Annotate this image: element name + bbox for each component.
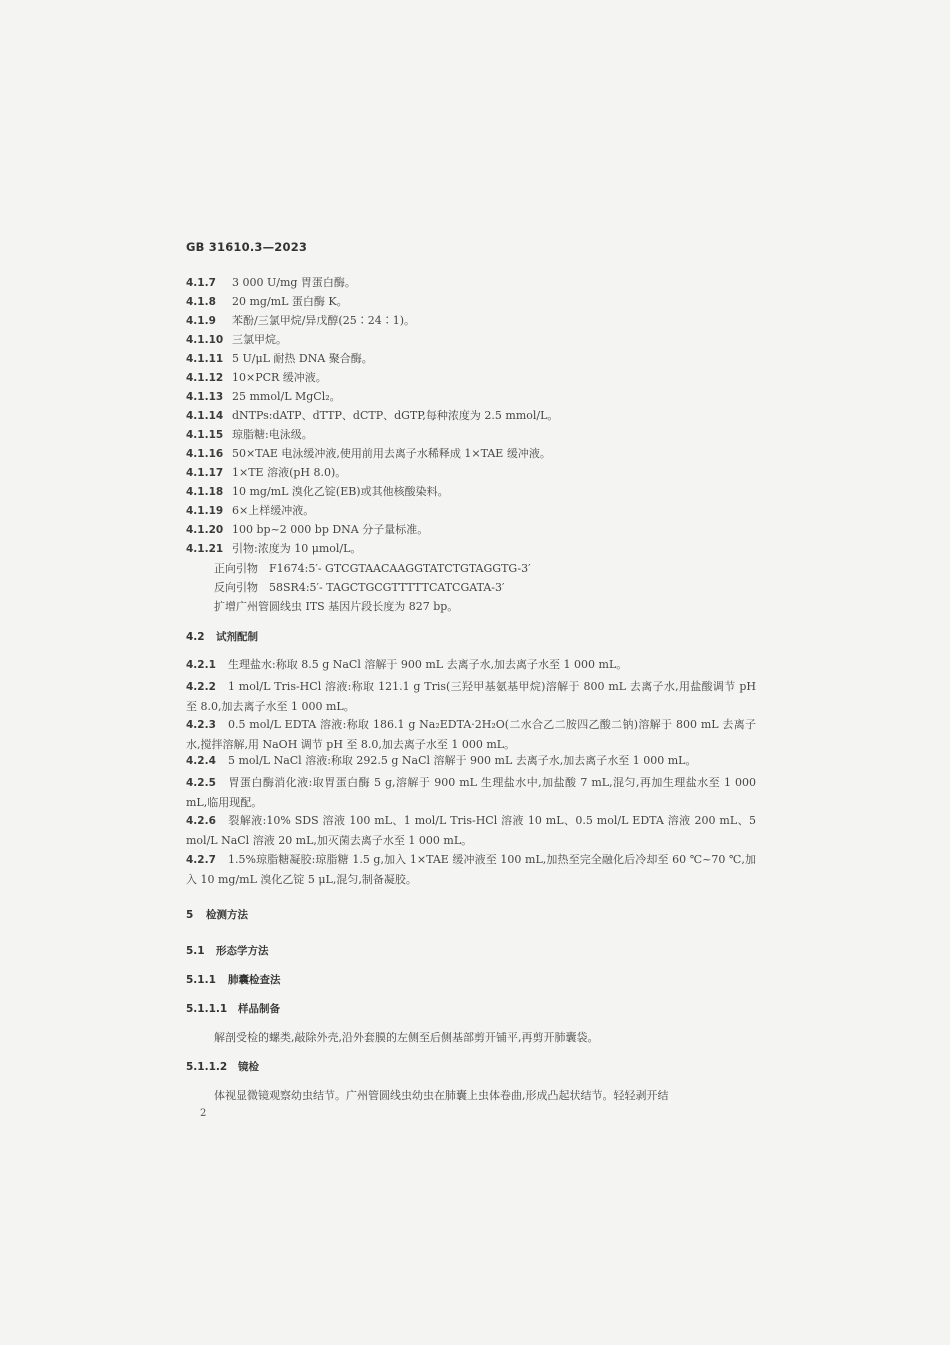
item-number: 4.1.11	[186, 353, 224, 365]
item-text: 琼脂糖:电泳级。	[232, 428, 313, 441]
section-heading-5-1-1	[186, 973, 281, 987]
list-item	[186, 276, 756, 290]
item-number: 4.2.1	[186, 659, 216, 671]
item-number: 4.1.14	[186, 410, 224, 422]
item-text: dNTPs:dATP、dTTP、dCTP、dGTP,每种浓度为 2.5 mmol/L。	[232, 409, 559, 422]
list-item	[186, 333, 756, 347]
list-item	[186, 850, 756, 889]
section-title: 肺囊检查法	[228, 974, 281, 986]
section-heading-5-1	[186, 944, 269, 958]
item-number: 4.1.17	[186, 467, 224, 479]
standard-code: GB 31610.3—2023	[186, 240, 308, 254]
section-number: 5.1.1	[186, 974, 216, 986]
item-text: 1.5%琼脂糖凝胶:琼脂糖 1.5 g,加入 1×TAE 缓冲液至 100 mL,加热至完全融化后冷却至 60 ℃~70 ℃,加入 10 mg/mL 溴化乙锭 5 μL,混匀,制备凝胶。	[186, 853, 756, 886]
section-title: 形态学方法	[216, 945, 269, 957]
section-heading-5-1-1-1	[186, 1002, 280, 1016]
list-item	[186, 447, 756, 461]
section-number: 5	[186, 909, 194, 921]
item-number: 4.1.9	[186, 315, 216, 327]
item-number: 4.2.4	[186, 755, 216, 767]
list-item	[186, 811, 756, 850]
amplicon-note: 扩增广州管圆线虫 ITS 基因片段长度为 827 bp。	[214, 600, 459, 613]
list-item	[186, 428, 756, 442]
list-item	[186, 754, 756, 768]
item-text: 苯酚/三氯甲烷/异戊醇(25∶24∶1)。	[232, 314, 415, 327]
list-item	[186, 409, 756, 423]
section-number: 5.1.1.2	[186, 1061, 228, 1073]
section-heading-5-1-1-2	[186, 1060, 259, 1074]
section-number: 5.1	[186, 945, 205, 957]
item-number: 4.1.19	[186, 505, 224, 517]
item-number: 4.1.21	[186, 543, 224, 555]
section-number: 5.1.1.1	[186, 1003, 228, 1015]
list-item	[186, 773, 756, 812]
item-text: 引物:浓度为 10 μmol/L。	[232, 542, 362, 555]
item-text: 胃蛋白酶消化液:取胃蛋白酶 5 g,溶解于 900 mL 生理盐水中,加盐酸 7 mL,混匀,再加生理盐水至 1 000 mL,临用现配。	[186, 776, 756, 809]
item-text: 5 mol/L NaCl 溶液:称取 292.5 g NaCl 溶解于 900 mL 去离子水,加去离子水至 1 000 mL。	[228, 754, 697, 767]
item-number: 4.1.15	[186, 429, 224, 441]
item-text: 3 000 U/mg 胃蛋白酶。	[232, 276, 356, 289]
item-number: 4.2.5	[186, 777, 216, 789]
item-text: 0.5 mol/L EDTA 溶液:称取 186.1 g Na₂EDTA·2H₂O(二水合乙二胺四乙酸二钠)溶解于 800 mL 去离子水,搅拌溶解,用 NaOH 调节 pH 至 8.0,加去离子水至 1 000 mL。	[186, 718, 756, 751]
item-number: 4.1.8	[186, 296, 216, 308]
page-number: 2	[200, 1108, 207, 1119]
reverse-primer: 反向引物 58SR4:5′- TAGCTGCGTTTTTCATCGATA-3′	[214, 581, 505, 594]
item-text: 6×上样缓冲液。	[232, 504, 315, 517]
list-item	[186, 295, 756, 309]
item-number: 4.1.12	[186, 372, 224, 384]
item-number: 4.2.7	[186, 854, 216, 866]
forward-primer: 正向引物 F1674:5′- GTCGTAACAAGGTATCTGTAGGTG-3′	[214, 562, 531, 575]
list-item	[186, 677, 756, 716]
list-item	[186, 466, 756, 480]
section-heading-5	[186, 908, 248, 922]
item-text: 20 mg/mL 蛋白酶 K。	[232, 295, 348, 308]
item-text: 25 mmol/L MgCl₂。	[232, 390, 341, 403]
section-title: 镜检	[238, 1061, 259, 1073]
section-number: 4.2	[186, 631, 205, 643]
item-number: 4.2.6	[186, 815, 216, 827]
item-text: 生理盐水:称取 8.5 g NaCl 溶解于 900 mL 去离子水,加去离子水至 1 000 mL。	[228, 658, 628, 671]
item-text: 1×TE 溶液(pH 8.0)。	[232, 466, 347, 479]
paragraph: 体视显微镜观察幼虫结节。广州管圆线虫幼虫在肺囊上虫体卷曲,形成凸起状结节。轻轻剥开结	[214, 1089, 669, 1102]
item-number: 4.1.13	[186, 391, 224, 403]
item-number: 4.1.18	[186, 486, 224, 498]
section-title: 样品制备	[238, 1003, 280, 1015]
list-item	[186, 715, 756, 754]
item-number: 4.1.10	[186, 334, 224, 346]
item-text: 裂解液:10% SDS 溶液 100 mL、1 mol/L Tris-HCl 溶液 10 mL、0.5 mol/L EDTA 溶液 200 mL、5 mol/L NaCl 溶液 20 mL,加灭菌去离子水至 1 000 mL。	[186, 814, 756, 847]
list-item	[186, 390, 756, 404]
list-item	[186, 371, 756, 385]
section-title: 试剂配制	[216, 631, 258, 643]
list-item	[186, 352, 756, 366]
section-title: 检测方法	[206, 909, 248, 921]
item-number: 4.2.2	[186, 681, 216, 693]
item-text: 10 mg/mL 溴化乙锭(EB)或其他核酸染料。	[232, 485, 449, 498]
list-item	[186, 485, 756, 499]
item-text: 三氯甲烷。	[232, 333, 287, 346]
list-item	[186, 504, 756, 518]
list-item	[186, 523, 756, 537]
item-text: 100 bp~2 000 bp DNA 分子量标准。	[232, 523, 429, 536]
paragraph: 解剖受检的螺类,敲除外壳,沿外套膜的左侧至后侧基部剪开铺平,再剪开肺囊袋。	[214, 1031, 599, 1044]
item-number: 4.1.16	[186, 448, 224, 460]
list-item	[186, 314, 756, 328]
list-item	[186, 542, 756, 556]
section-heading-4-2	[186, 630, 258, 644]
item-text: 50×TAE 电泳缓冲液,使用前用去离子水稀释成 1×TAE 缓冲液。	[232, 447, 551, 460]
item-number: 4.1.7	[186, 277, 216, 289]
item-text: 10×PCR 缓冲液。	[232, 371, 327, 384]
item-text: 5 U/μL 耐热 DNA 聚合酶。	[232, 352, 373, 365]
list-item	[186, 658, 756, 672]
item-number: 4.1.20	[186, 524, 224, 536]
item-number: 4.2.3	[186, 719, 216, 731]
item-text: 1 mol/L Tris-HCl 溶液:称取 121.1 g Tris(三羟甲基氨基甲烷)溶解于 800 mL 去离子水,用盐酸调节 pH 至 8.0,加去离子水至 1 000 mL。	[186, 680, 756, 713]
